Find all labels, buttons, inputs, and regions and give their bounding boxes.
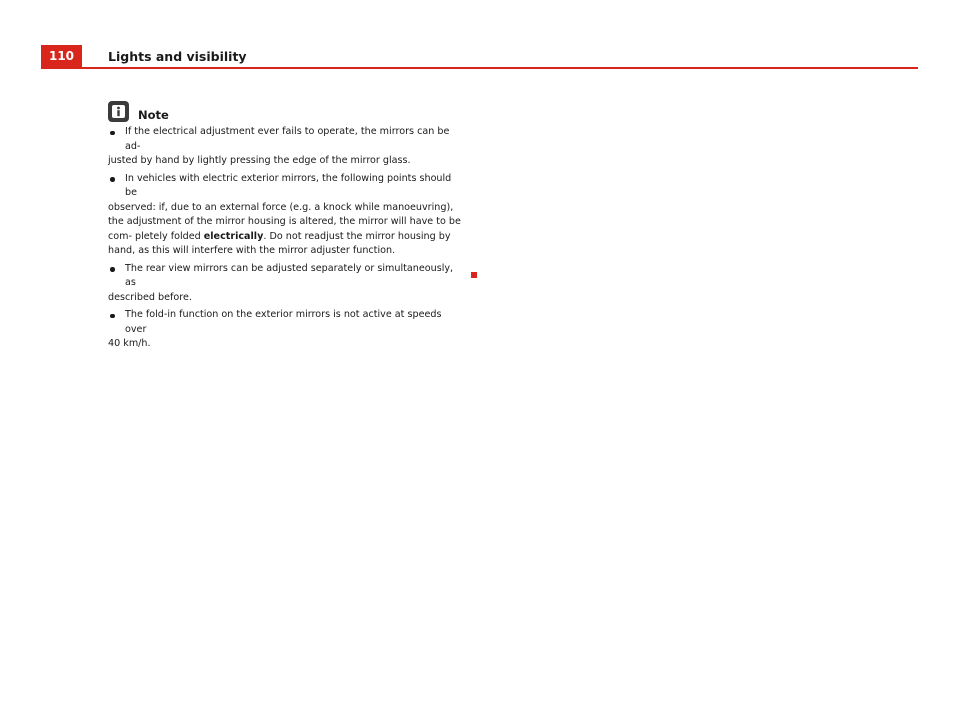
note-item-continuation: justed by hand by lightly pressing the edge of the mirror glass. <box>108 155 411 166</box>
section-title: Lights and visibility <box>108 49 247 64</box>
bullet-icon <box>110 314 115 319</box>
note-item-continuation: described before. <box>108 291 192 303</box>
info-icon <box>108 101 129 122</box>
section-end-marker <box>471 272 477 278</box>
note-title: Note <box>138 108 169 122</box>
page-header <box>41 45 918 69</box>
note-item <box>108 262 464 306</box>
note-item-continuation: 40 km/h. <box>108 338 151 349</box>
page-number: 110 <box>41 45 82 67</box>
bullet-icon <box>110 131 115 136</box>
note-item <box>108 308 464 352</box>
bullet-icon <box>110 177 115 182</box>
note-item-emphasis: electrically <box>203 230 264 242</box>
note-item-first-line: In vehicles with electric exterior mirrors, the following points should be <box>125 172 452 198</box>
note-item-text: observed: if, due to an external force (e.g. a knock while manoeuvring), the adjustment of the mirror housing is altered, the mirror will have to be com- pletely folded <box>108 201 461 242</box>
note-block <box>108 98 464 352</box>
note-item-first-line: The rear view mirrors can be adjusted separately or simultaneously, as <box>125 262 454 288</box>
note-item-text: . Do not readjust the mirror housing by hand, as this will interfere with the mirror adjuster function. <box>108 230 451 256</box>
note-item-first-line: If the electrical adjustment ever fails to operate, the mirrors can be ad- <box>125 126 450 152</box>
note-item <box>108 172 464 259</box>
note-item <box>108 125 464 169</box>
note-item-first-line: The fold-in function on the exterior mirrors is not active at speeds over <box>125 309 442 335</box>
note-item-continuation <box>108 201 464 259</box>
note-heading <box>108 98 464 122</box>
bullet-icon <box>110 267 115 272</box>
